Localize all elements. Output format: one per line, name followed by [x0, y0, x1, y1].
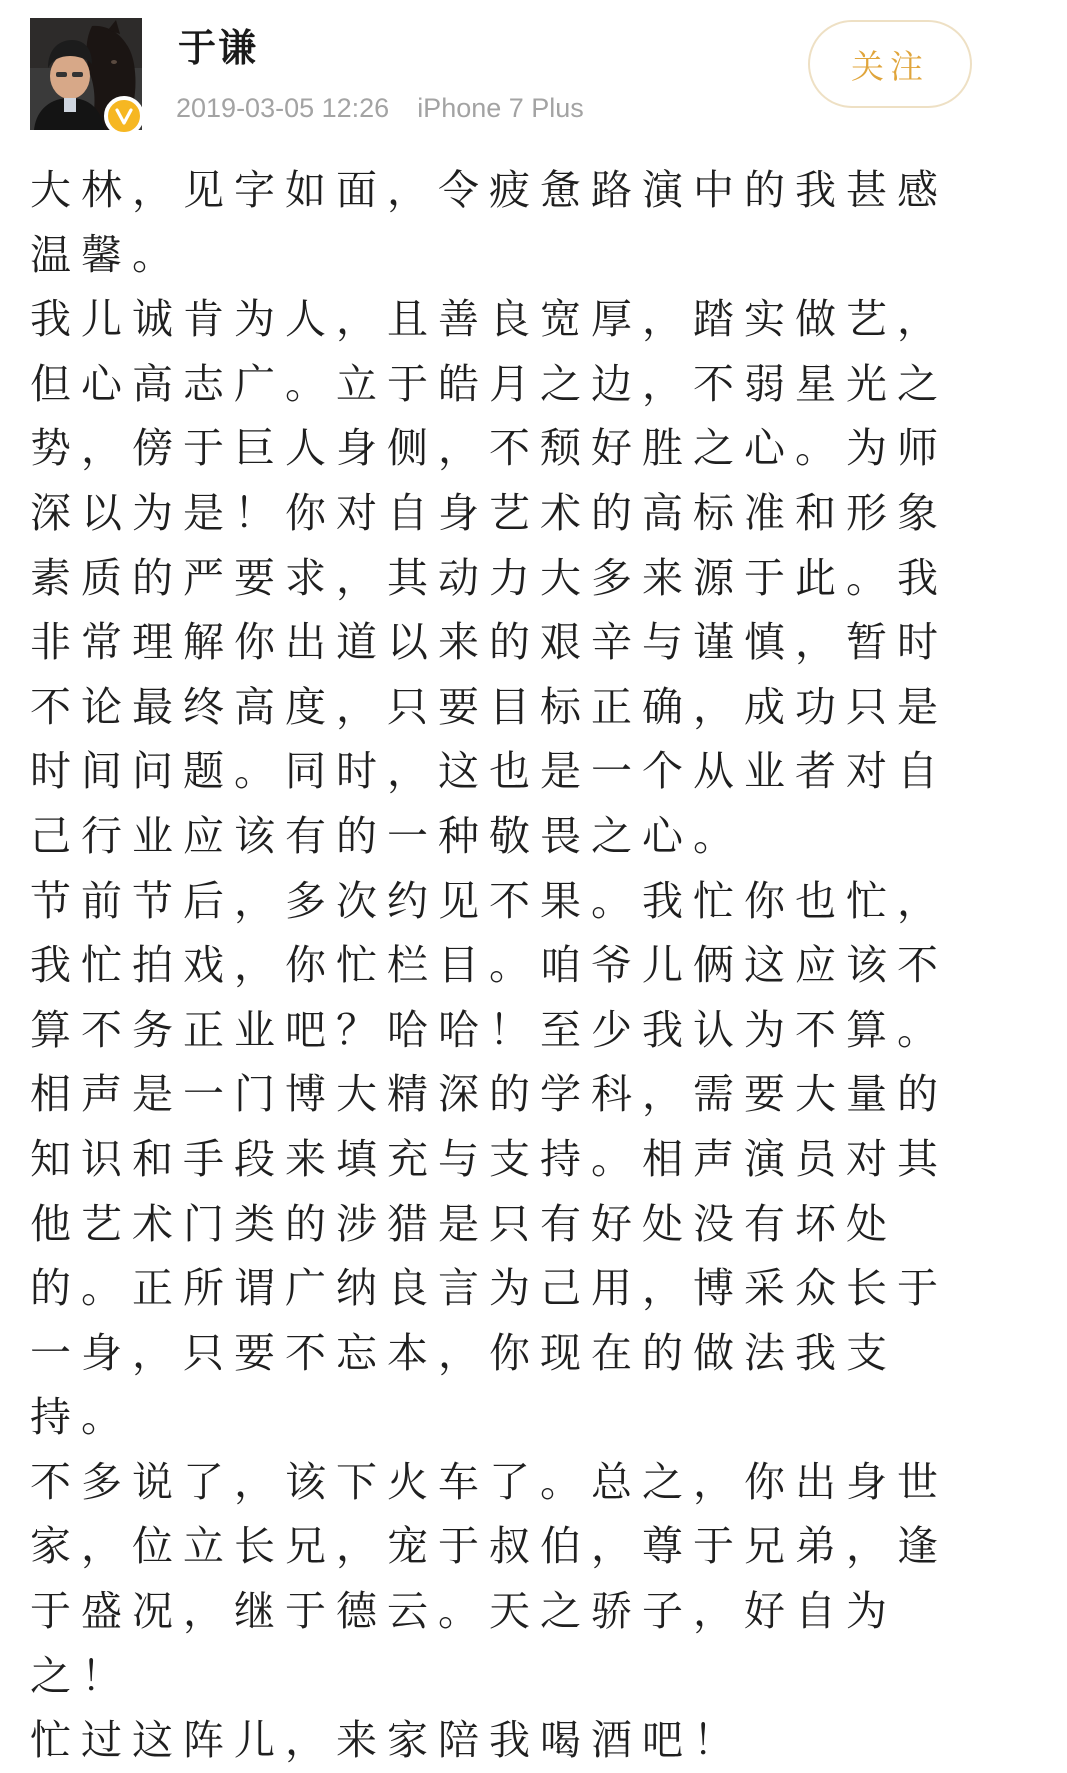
post-header — [0, 0, 1067, 150]
post-paragraph: 忙过这阵儿，来家陪我喝酒吧！ — [30, 1716, 744, 1765]
post-timestamp: 2019-03-05 12:26 — [176, 93, 390, 123]
follow-button[interactable]: 关注 — [808, 20, 972, 108]
post-paragraph: 大林，见字如面，令疲惫路演中的我甚感温馨。 — [30, 166, 948, 279]
verified-v-badge-icon — [104, 96, 144, 136]
post-body — [30, 158, 950, 1773]
post-meta — [176, 92, 584, 124]
post-paragraph: 不多说了，该下火车了。总之，你出身世家，位立长兄，宠于叔伯，尊于兄弟，逢于盛况，继于德云。天之骄子，好自为之！ — [30, 1457, 948, 1700]
post-paragraph: 节前节后，多次约见不果。我忙你也忙，我忙拍戏，你忙栏目。咱爷儿俩这应该不算不务正业吧？哈哈！至少我认为不算。相声是一门博大精深的学科，需要大量的知识和手段来填充与支持。相声演员对其他艺术门类的涉猎是只有好处没有坏处的。正所谓广纳良言为己用，博采众长于一身，只要不忘本，你现在的做法我支持。 — [30, 876, 948, 1442]
author-name[interactable]: 于谦 — [178, 26, 259, 70]
post-paragraph: 我儿诚肯为人，且善良宽厚，踏实做艺，但心高志广。立于皓月之边，不弱星光之势，傍于巨人身侧，不颓好胜之心。为师深以为是！你对自身艺术的高标准和形象素质的严要求，其动力大多来源于此。我非常理解你出道以来的艰辛与谨慎，暂时不论最终高度，只要目标正确，成功只是时间问题。同时，这也是一个从业者对自己行业应该有的一种敬畏之心。 — [30, 295, 948, 860]
post-device: iPhone 7 Plus — [417, 93, 584, 123]
